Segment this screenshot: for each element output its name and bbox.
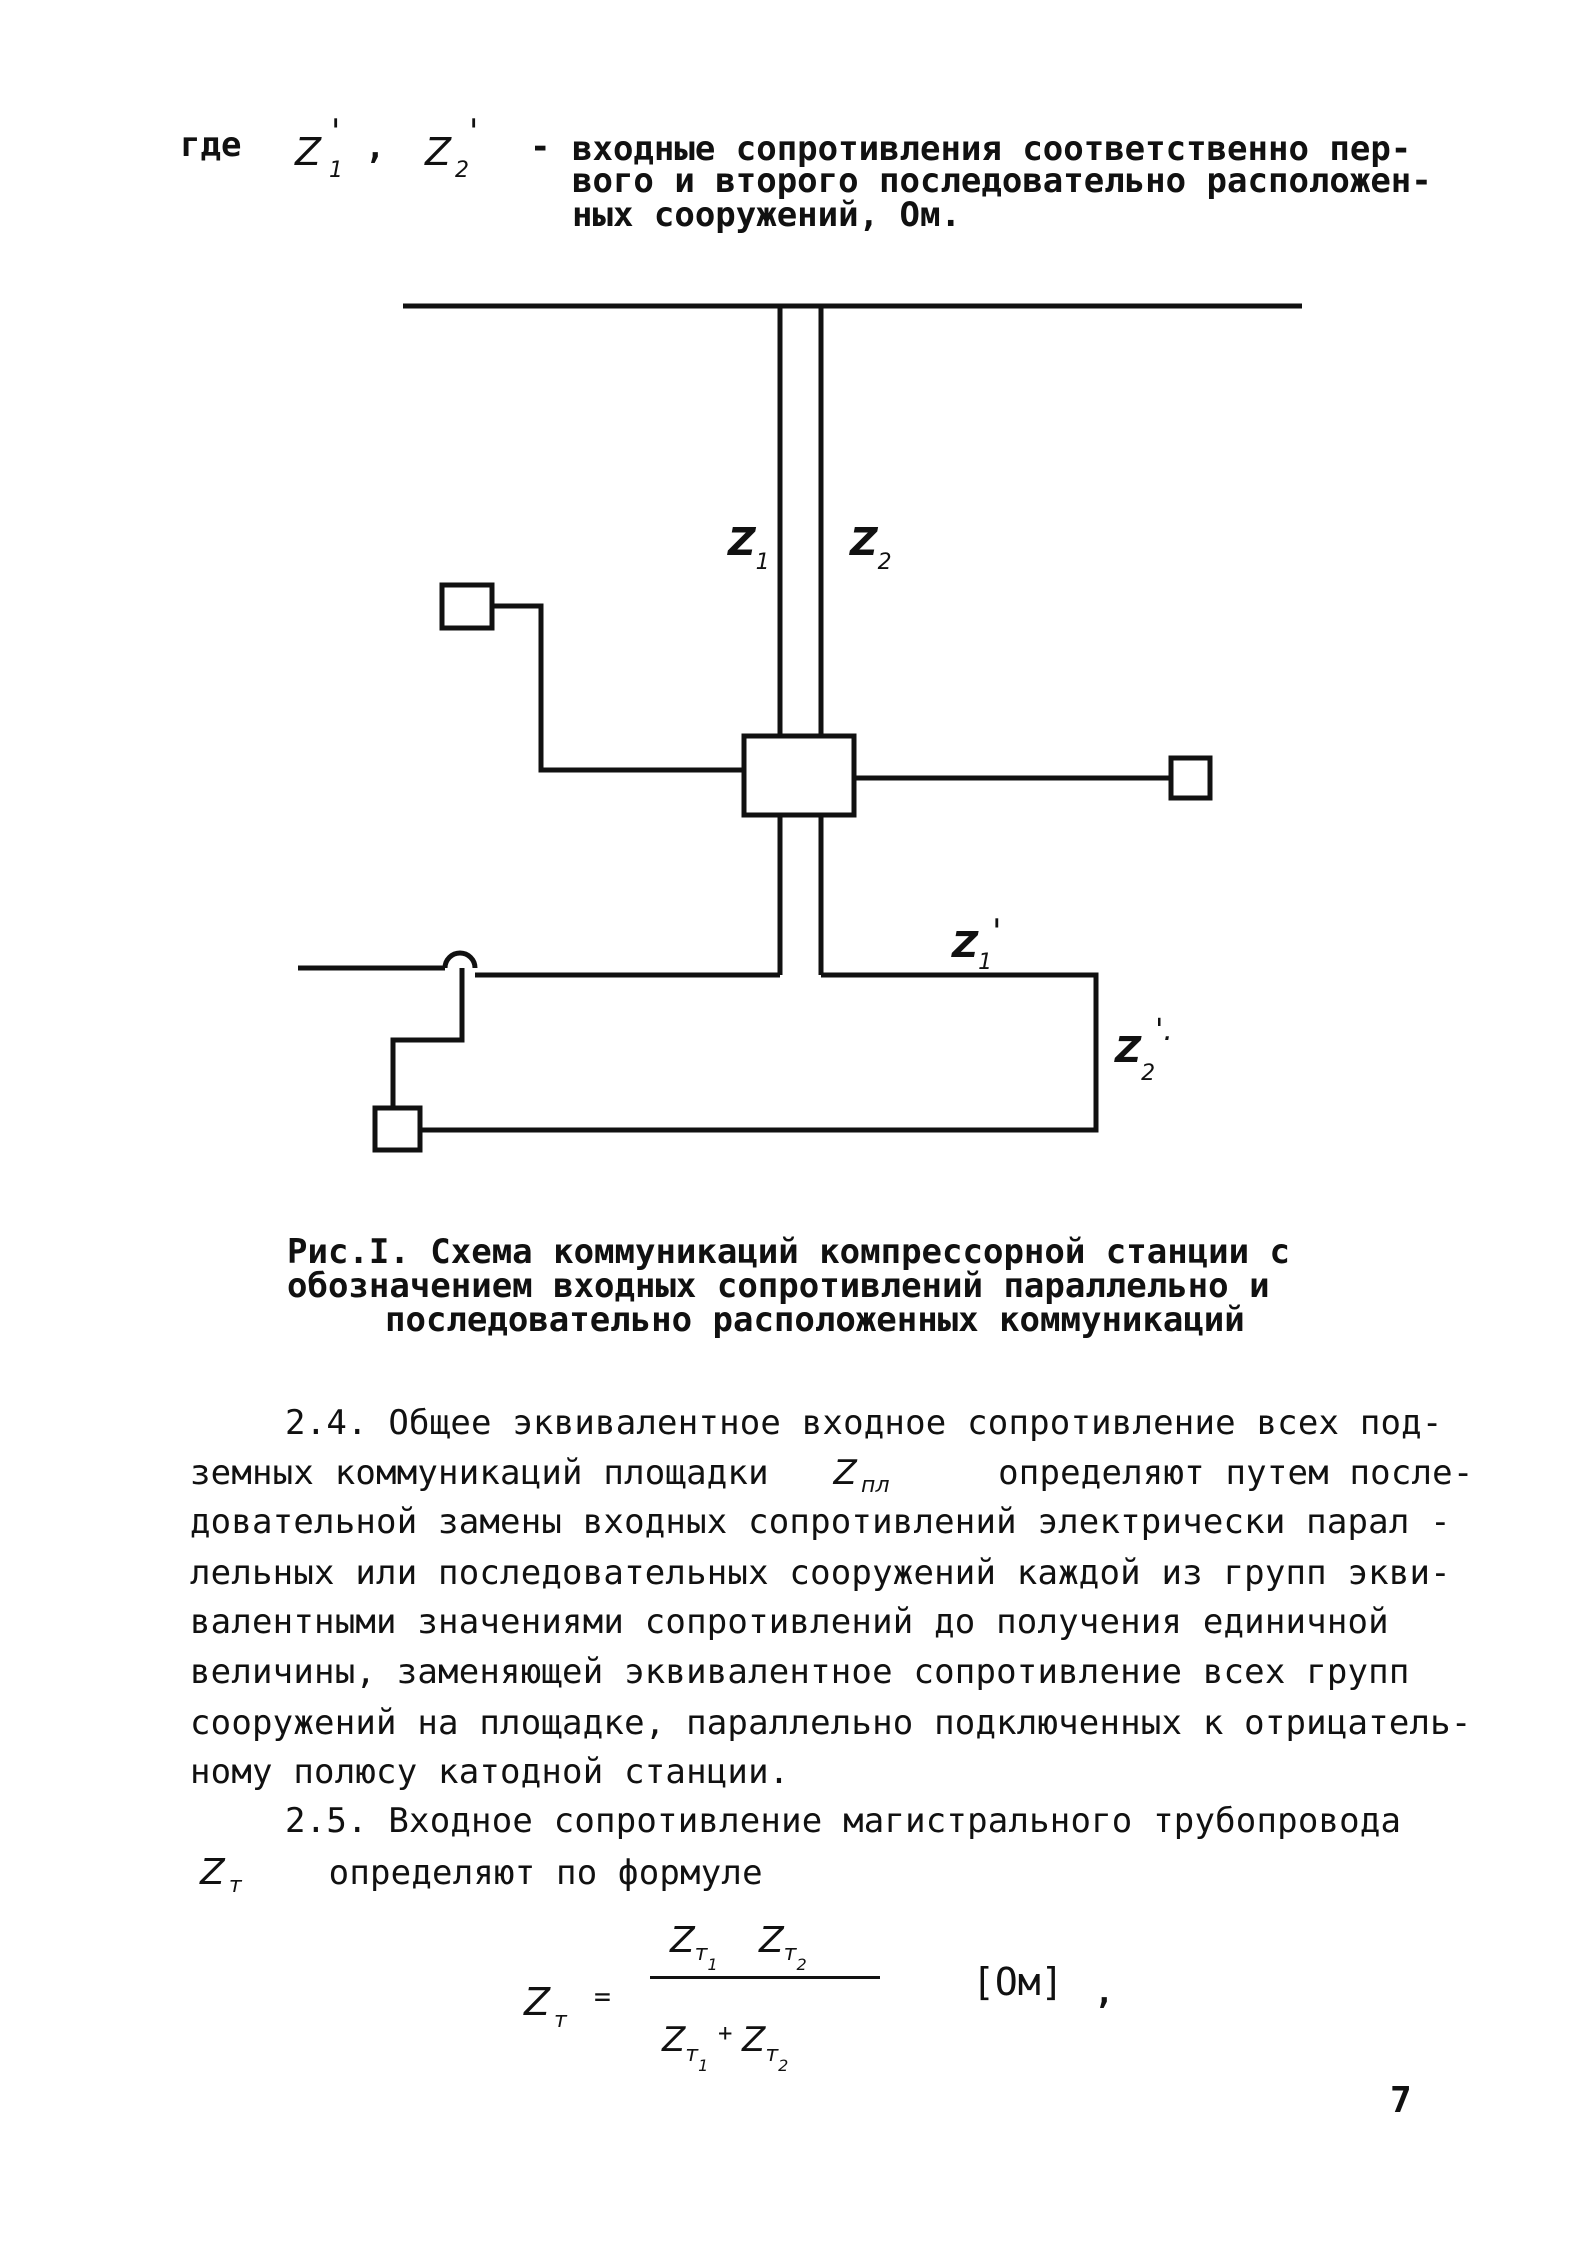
subscript: 2: [1141, 1061, 1156, 1086]
p24-line-3: довательной замены входных сопротивлений электрически парал -: [190, 1502, 1451, 1542]
z-letter: Z: [662, 2020, 686, 2060]
sub-subscript: 1: [707, 1955, 718, 1974]
subscript: т: [228, 1873, 242, 1898]
plus-sign: +: [717, 2019, 733, 2047]
label-z1: [728, 520, 770, 575]
z-letter: Z: [1115, 1030, 1142, 1071]
p25-line-1: 2.5. Входное сопротивление магистрального трубопровода: [285, 1801, 1402, 1841]
p24-line-2-start: земных коммуникаций площадки: [190, 1453, 769, 1493]
sub-subscript: 2: [778, 2056, 789, 2075]
prime-mark: ': [992, 912, 1002, 952]
upper-left-connector: [492, 606, 744, 770]
label-z1-prime: [952, 912, 1002, 975]
subscript: пл: [860, 1473, 890, 1498]
z-letter: Z: [295, 130, 322, 174]
header-line-3: ных сооружений, Ом.: [572, 195, 961, 235]
subscript: 2: [455, 158, 469, 183]
subscript: 1: [755, 550, 770, 575]
subscript: т: [694, 1941, 708, 1966]
crossing-arc: [445, 953, 475, 968]
fraction-bar: [650, 1976, 880, 1979]
z-letter: Z: [742, 2020, 766, 2060]
subscript: т: [765, 2042, 779, 2067]
formula-lhs: [524, 1980, 567, 2033]
z-letter: Z: [728, 520, 756, 564]
right-terminal: [1171, 758, 1210, 798]
subscript: 1: [978, 950, 993, 975]
upper-left-terminal: [442, 585, 492, 628]
p24-line-5: валентными значениями сопротивлений до получения единичной: [190, 1602, 1389, 1642]
figure-caption-line-1: Рис.I. Схема коммуникаций компрессорной станции с: [287, 1232, 1291, 1272]
formula-equals: =: [594, 1980, 611, 2013]
formula-trailing-comma: ,: [1094, 1972, 1115, 2012]
header-line-2: вого и второго последовательно расположен-: [572, 161, 1432, 201]
p24-line-2: [190, 1453, 1474, 1498]
p24-line-2-end: определяют путем после-: [998, 1453, 1474, 1493]
lower-left-feed: [393, 968, 462, 1108]
figure-caption-line-3: последовательно расположенных коммуникаций: [385, 1300, 1245, 1340]
formula-numerator: [670, 1920, 807, 1974]
prime-mark: ': [331, 112, 341, 152]
p24-line-4: лельных или последовательных сооружений каждой из групп экви-: [190, 1553, 1451, 1593]
z-letter: Z: [833, 1453, 857, 1493]
subscript: т: [685, 2042, 699, 2067]
comma: ,: [365, 127, 386, 167]
prime-mark: ': [469, 112, 479, 152]
subscript: т: [783, 1941, 797, 1966]
z-letter: Z: [758, 1920, 784, 1961]
header-line-1: входные сопротивления соответственно пер-: [572, 129, 1412, 169]
p24-line-6: величины, заменяющей эквивалентное сопротивление всех групп: [190, 1652, 1410, 1692]
formula-denominator: [662, 2019, 789, 2075]
formula-unit: [Ом]: [972, 1960, 1064, 2004]
symbol-z-t: [200, 1852, 308, 1898]
formula: [520, 1920, 1140, 2080]
p25-line-2: [200, 1852, 763, 1898]
label-z2: [850, 520, 892, 575]
sub-subscript: 1: [698, 2056, 709, 2075]
symbol-z-pl: [789, 1453, 963, 1498]
page-number: 7: [1390, 2080, 1412, 2121]
prime-mark: '.: [1155, 1013, 1173, 1048]
sub-subscript: 2: [796, 1955, 807, 1974]
figure-caption-line-2: обозначением входных сопротивлений параллельно и: [287, 1266, 1270, 1306]
z-letter: Z: [670, 1920, 695, 1961]
dash: -: [530, 127, 551, 167]
p25-line-2-text: определяют по формуле: [328, 1853, 763, 1893]
lower-left-terminal: [375, 1108, 420, 1150]
p24-line-7: сооружений на площадке, параллельно подключенных к отрицатель-: [190, 1703, 1472, 1743]
z-letter: Z: [850, 520, 878, 564]
z-letter: Z: [524, 1980, 551, 2024]
p24-line-1: 2.4. Общее эквивалентное входное сопротивление всех под-: [285, 1403, 1443, 1443]
subscript: 1: [329, 158, 343, 183]
p24-line-8: ному полюсу катодной станции.: [190, 1752, 790, 1792]
central-station-box: [744, 736, 854, 815]
lower-right-branch: [419, 975, 1096, 1130]
z-letter: Z: [952, 925, 979, 966]
z-letter: Z: [200, 1852, 225, 1893]
label-z2-prime: [1115, 1013, 1173, 1086]
subscript: 2: [877, 550, 892, 575]
z-letter: Z: [425, 130, 452, 174]
subscript: т: [554, 2008, 567, 2033]
where-label: где: [180, 125, 242, 165]
